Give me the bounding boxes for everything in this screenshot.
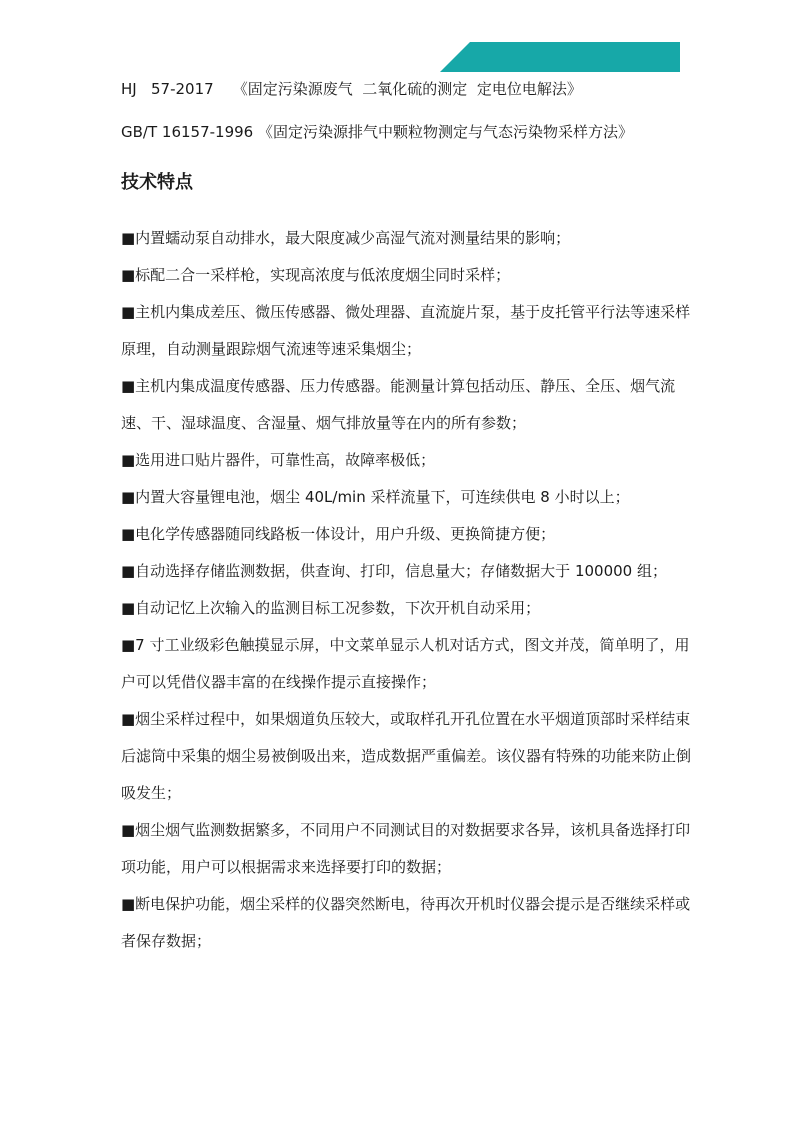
feature-item: ■主机内集成温度传感器、压力传感器。能测量计算包括动压、静压、全压、烟气流速、干、湿球温度、含湿量、烟气排放量等在内的所有参数； [121,377,676,432]
feature-item: ■主机内集成差压、微压传感器、微处理器、直流旋片泵，基于皮托管平行法等速采样原理，自动测量跟踪烟气流速等速采集烟尘； [121,303,691,358]
feature-item: ■烟尘采样过程中，如果烟道负压较大，或取样孔开孔位置在水平烟道顶部时采样结束后滤筒中采集的烟尘易被倒吸出来，造成数据严重偏差。该仪器有特殊的功能来防止倒吸发生； [121,710,692,802]
feature-list [121,220,691,960]
feature-item: ■内置大容量锂电池，烟尘 40L/min 采样流量下，可连续供电 8 小时以上； [121,488,630,506]
feature-item: ■电化学传感器随同线路板一体设计，用户升级、更换简捷方便； [121,525,556,543]
feature-item: ■选用进口贴片器件，可靠性高，故障率极低； [121,451,436,469]
feature-item: ■7 寸工业级彩色触摸显示屏，中文菜单显示人机对话方式，图文并茂，简单明了，用户可以凭借仪器丰富的在线操作提示直接操作； [121,636,690,691]
feature-item: ■标配二合一采样枪，实现高浓度与低浓度烟尘同时采样； [121,266,511,284]
header-banner-decoration [440,42,680,72]
feature-item: ■自动选择存储监测数据，供查询、打印，信息量大；存储数据大于 100000 组； [121,562,667,580]
standard-reference-hj: HJ 57-2017 《固定污染源废气 二氧化硫的测定 定电位电解法》 [121,80,582,98]
feature-item: ■烟尘烟气监测数据繁多，不同用户不同测试目的对数据要求各异，该机具备选择打印项功能，用户可以根据需求来选择要打印的数据； [121,821,691,876]
feature-item: ■自动记忆上次输入的监测目标工况参数，下次开机自动采用； [121,599,541,617]
feature-item: ■断电保护功能，烟尘采样的仪器突然断电，待再次开机时仪器会提示是否继续采样或者保存数据； [121,895,691,950]
section-title: 技术特点 [121,172,193,193]
standard-reference-gbt: GB/T 16157-1996 《固定污染源排气中颗粒物测定与气态污染物采样方法》 [121,123,633,141]
feature-item: ■内置蠕动泵自动排水，最大限度减少高湿气流对测量结果的影响； [121,229,571,247]
